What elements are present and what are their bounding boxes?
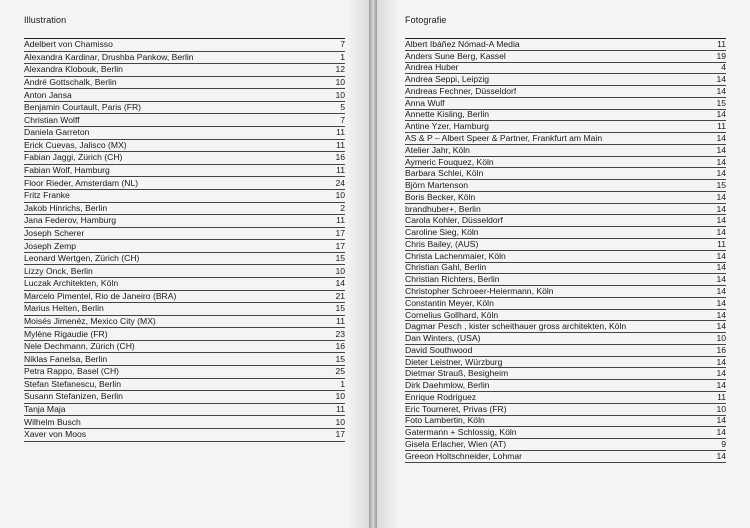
credit-name: Caroline Sieg, Köln <box>405 227 479 238</box>
credit-page-number: 14 <box>716 380 726 391</box>
credit-row <box>405 133 726 145</box>
credit-name: Annette Kisling, Berlin <box>405 109 490 120</box>
credit-row <box>24 366 345 379</box>
credit-page-number: 9 <box>721 438 726 449</box>
credit-row <box>24 316 345 329</box>
credit-name: Fabian Wolf, Hamburg <box>24 165 110 176</box>
credit-row <box>405 321 726 333</box>
credit-row <box>24 102 345 115</box>
credit-page-number: 14 <box>716 356 726 367</box>
credit-row <box>405 345 726 357</box>
credit-name: Jana Federov, Hamburg <box>24 215 117 226</box>
credit-page-number: 10 <box>335 265 345 276</box>
credit-name: Floor Rieder, Amsterdam (NL) <box>24 177 139 188</box>
credit-row <box>24 341 345 354</box>
credit-row <box>24 228 345 241</box>
credit-name: Dietmar Strauß, Besigheim <box>405 368 509 379</box>
credit-name: Erick Cuevas, Jalisco (MX) <box>24 139 127 150</box>
credit-name: Fritz Franke <box>24 190 70 201</box>
credit-row <box>405 215 726 227</box>
credit-row <box>405 380 726 392</box>
credit-name: Joseph Scherer <box>24 227 85 238</box>
credit-name: David Southwood <box>405 344 473 355</box>
credit-page-number: 11 <box>336 404 345 415</box>
credit-page-number: 11 <box>336 127 345 138</box>
credit-row <box>405 121 726 133</box>
credit-row <box>24 379 345 392</box>
credit-row <box>405 74 726 86</box>
credit-row <box>24 278 345 291</box>
credit-name: Andrea Seppi, Leipzig <box>405 74 490 85</box>
credit-page-number: 14 <box>716 109 726 120</box>
book-gutter <box>369 0 377 528</box>
credit-name: Niklas Fanelsa, Berlin <box>24 353 108 364</box>
credit-row <box>405 298 726 310</box>
credit-row <box>405 427 726 439</box>
credit-row <box>405 263 726 275</box>
credit-page-number: 14 <box>716 274 726 285</box>
fotografie-credits-list <box>405 38 726 463</box>
credit-page-number: 14 <box>716 285 726 296</box>
credit-page-number: 16 <box>335 152 345 163</box>
credit-row <box>405 204 726 216</box>
credit-page-number: 14 <box>716 85 726 96</box>
credit-row <box>405 251 726 263</box>
credit-page-number: 14 <box>716 133 726 144</box>
credit-name: Eric Tourneret, Privas (FR) <box>405 403 507 414</box>
credit-name: Nele Dechmann, Zürich (CH) <box>24 341 135 352</box>
credit-name: Antine Yzer, Hamburg <box>405 121 489 132</box>
credit-name: Cornelius Gollhard, Köln <box>405 309 499 320</box>
credit-page-number: 17 <box>335 429 345 440</box>
credit-page-number: 14 <box>716 215 726 226</box>
credit-name: Albert Ibáñez Nómad-A Media <box>405 38 520 49</box>
credit-page-number: 14 <box>335 278 345 289</box>
credit-page-number: 14 <box>716 250 726 261</box>
credit-row <box>405 63 726 75</box>
credit-page-number: 16 <box>716 344 726 355</box>
credit-page-number: 11 <box>717 121 726 132</box>
credit-page-number: 19 <box>716 50 726 61</box>
credit-name: Andreas Fechner, Düsseldorf <box>405 85 517 96</box>
credit-name: Tanja Maja <box>24 404 66 415</box>
credit-name: Greeon Holtschneider, Lohmar <box>405 450 523 461</box>
credit-page-number: 14 <box>716 156 726 167</box>
credit-row <box>405 404 726 416</box>
credit-row <box>24 291 345 304</box>
credit-row <box>24 429 345 442</box>
credit-page-number: 10 <box>335 391 345 402</box>
credit-row <box>405 310 726 322</box>
credit-name: Stefan Stefanescu, Berlin <box>24 378 121 389</box>
left-page <box>0 0 369 528</box>
credit-page-number: 25 <box>335 366 345 377</box>
credit-row <box>24 303 345 316</box>
credit-name: Fabian Jaggi, Zürich (CH) <box>24 152 123 163</box>
credit-page-number: 14 <box>716 144 726 155</box>
credit-name: Dan Winters, (USA) <box>405 333 481 344</box>
credit-name: AS & P – Albert Speer & Partner, Frankfurt am Main <box>405 133 603 144</box>
credit-page-number: 24 <box>335 177 345 188</box>
credit-row <box>405 39 726 51</box>
credit-name: Jakob Hinrichs, Berlin <box>24 202 108 213</box>
illustration-heading: Illustration <box>24 15 67 25</box>
credit-name: Dagmar Pesch , kister scheithauer gross architekten, Köln <box>405 321 627 332</box>
credit-row <box>405 286 726 298</box>
credit-name: Foto Lambertin, Köln <box>405 415 485 426</box>
credit-name: Luczak Architekten, Köln <box>24 278 119 289</box>
credit-name: Barbara Schlei, Köln <box>405 168 484 179</box>
credit-row <box>24 353 345 366</box>
credit-page-number: 11 <box>336 165 345 176</box>
credit-page-number: 15 <box>335 253 345 264</box>
credit-name: Björn Martenson <box>405 180 469 191</box>
credit-name: Boris Becker, Köln <box>405 191 476 202</box>
credit-row <box>24 203 345 216</box>
credit-row <box>24 77 345 90</box>
credit-row <box>24 114 345 127</box>
credit-row <box>405 145 726 157</box>
credit-page-number: 11 <box>717 38 726 49</box>
credit-page-number: 23 <box>335 328 345 339</box>
credit-row <box>24 190 345 203</box>
credit-page-number: 14 <box>716 368 726 379</box>
credit-page-number: 14 <box>716 203 726 214</box>
credit-name: Adelbert von Chamisso <box>24 39 113 50</box>
credit-name: Lizzy Onck, Berlin <box>24 265 93 276</box>
credit-row <box>405 416 726 428</box>
credit-name: Dieter Leistner, Würzburg <box>405 356 503 367</box>
credit-row <box>405 392 726 404</box>
credit-page-number: 5 <box>340 102 345 113</box>
credit-name: Chris Bailey, (AUS) <box>405 238 479 249</box>
credit-row <box>405 180 726 192</box>
credit-row <box>24 165 345 178</box>
illustration-credits-list <box>24 38 345 442</box>
right-page <box>377 0 750 528</box>
credit-name: Alexandra Kardinar, Drushba Pankow, Berlin <box>24 51 194 62</box>
credit-page-number: 10 <box>335 89 345 100</box>
credit-name: Daniela Garreton <box>24 127 90 138</box>
credit-page-number: 12 <box>335 64 345 75</box>
credit-row <box>405 51 726 63</box>
credit-page-number: 7 <box>340 39 345 50</box>
credit-row <box>24 328 345 341</box>
credit-row <box>405 239 726 251</box>
credit-name: Mylène Rigaudie (FR) <box>24 328 108 339</box>
credit-row <box>24 177 345 190</box>
credit-row <box>405 274 726 286</box>
credit-page-number: 10 <box>335 416 345 427</box>
credit-row <box>24 64 345 77</box>
credit-name: Susann Stefanizen, Berlin <box>24 391 123 402</box>
credit-page-number: 17 <box>335 227 345 238</box>
credit-row <box>405 192 726 204</box>
credit-name: Joseph Zemp <box>24 240 77 251</box>
credit-row <box>405 439 726 451</box>
credit-name: Gatermann + Schlossig, Köln <box>405 427 517 438</box>
credit-page-number: 15 <box>716 97 726 108</box>
credit-page-number: 11 <box>336 316 345 326</box>
credit-name: Anna Wulf <box>405 97 445 108</box>
credit-page-number: 14 <box>716 450 726 461</box>
credit-name: Wilhelm Busch <box>24 416 81 427</box>
credit-row <box>24 240 345 253</box>
credit-name: Christian Richters, Berlin <box>405 274 500 285</box>
credit-name: Xaver von Moos <box>24 429 87 440</box>
credit-page-number: 14 <box>716 74 726 85</box>
credit-page-number: 11 <box>717 238 726 249</box>
credit-page-number: 14 <box>716 427 726 438</box>
credit-row <box>24 52 345 65</box>
credit-name: Atelier Jahr, Köln <box>405 144 470 155</box>
credit-name: Anders Sune Berg, Kassel <box>405 50 506 61</box>
credit-name: Petra Rappo, Basel (CH) <box>24 366 120 377</box>
credit-name: Marcelo Pimentel, Rio de Janeiro (BRA) <box>24 290 177 301</box>
credit-page-number: 17 <box>335 240 345 251</box>
credit-page-number: 4 <box>721 62 726 73</box>
credit-page-number: 21 <box>335 290 345 301</box>
credit-row <box>24 253 345 266</box>
credit-row <box>405 86 726 98</box>
credit-page-number: 10 <box>335 190 345 201</box>
credit-name: Gisela Erlacher, Wien (AT) <box>405 438 507 449</box>
credit-page-number: 10 <box>716 403 726 414</box>
credit-name: Alexandra Klobouk, Berlin <box>24 64 123 75</box>
credit-row <box>405 451 726 463</box>
credit-row <box>24 140 345 153</box>
credit-name: brandhuber+, Berlin <box>405 203 481 214</box>
credit-name: Aymeric Fouquez, Köln <box>405 156 494 167</box>
credit-page-number: 11 <box>717 391 726 402</box>
credit-page-number: 14 <box>716 191 726 202</box>
credit-name: Christopher Schroeer-Heiermann, Köln <box>405 285 554 296</box>
credit-name: Enrique Rodriguez <box>405 391 477 402</box>
credit-name: Christian Gahl, Berlin <box>405 262 487 273</box>
credit-row <box>405 333 726 345</box>
credit-page-number: 10 <box>716 333 726 344</box>
credit-row <box>24 265 345 278</box>
credit-row <box>405 110 726 122</box>
credit-page-number: 15 <box>716 180 726 191</box>
credit-name: Anton Jansa <box>24 89 72 100</box>
fotografie-heading: Fotografie <box>405 15 447 25</box>
credit-page-number: 14 <box>716 227 726 238</box>
credit-page-number: 7 <box>340 114 345 125</box>
credit-name: Leonard Wertgen, Zürich (CH) <box>24 253 140 264</box>
credit-row <box>405 157 726 169</box>
credit-row <box>405 98 726 110</box>
credit-row <box>24 152 345 165</box>
credit-name: Constantin Meyer, Köln <box>405 297 494 308</box>
credit-row <box>24 404 345 417</box>
credit-name: Andrea Huber <box>405 62 459 73</box>
credit-page-number: 14 <box>716 262 726 273</box>
credit-row <box>405 357 726 369</box>
credit-name: Marius Helten, Berlin <box>24 303 104 314</box>
credit-name: Christa Lachenmaier, Köln <box>405 250 506 261</box>
credit-row <box>405 227 726 239</box>
credit-row <box>24 416 345 429</box>
credit-page-number: 1 <box>340 51 345 62</box>
credit-page-number: 1 <box>340 378 345 389</box>
credit-row <box>24 127 345 140</box>
credit-page-number: 10 <box>335 77 345 88</box>
credit-page-number: 16 <box>335 341 345 352</box>
credit-row <box>24 215 345 228</box>
credit-name: Benjamin Courtault, Paris (FR) <box>24 102 142 113</box>
credit-row <box>24 89 345 102</box>
credit-page-number: 15 <box>335 353 345 364</box>
credit-name: André Gottschalk, Berlin <box>24 77 117 88</box>
credit-page-number: 11 <box>336 215 345 226</box>
credit-page-number: 14 <box>716 415 726 426</box>
credit-page-number: 14 <box>716 309 726 320</box>
credit-page-number: 15 <box>335 303 345 314</box>
credit-page-number: 2 <box>340 202 345 213</box>
credit-page-number: 14 <box>716 321 726 332</box>
credit-name: Christian Wolff <box>24 114 80 125</box>
credit-row <box>405 168 726 180</box>
credit-name: Carola Kohler, Düsseldorf <box>405 215 503 226</box>
credit-row <box>405 368 726 380</box>
credit-page-number: 14 <box>716 168 726 179</box>
credit-name: Moisés Jimenéz, Mexico City (MX) <box>24 316 156 326</box>
credit-name: Dirk Daehmlow, Berlin <box>405 380 490 391</box>
credit-page-number: 14 <box>716 297 726 308</box>
credit-row <box>24 39 345 52</box>
credit-row <box>24 391 345 404</box>
credit-page-number: 11 <box>336 139 345 150</box>
